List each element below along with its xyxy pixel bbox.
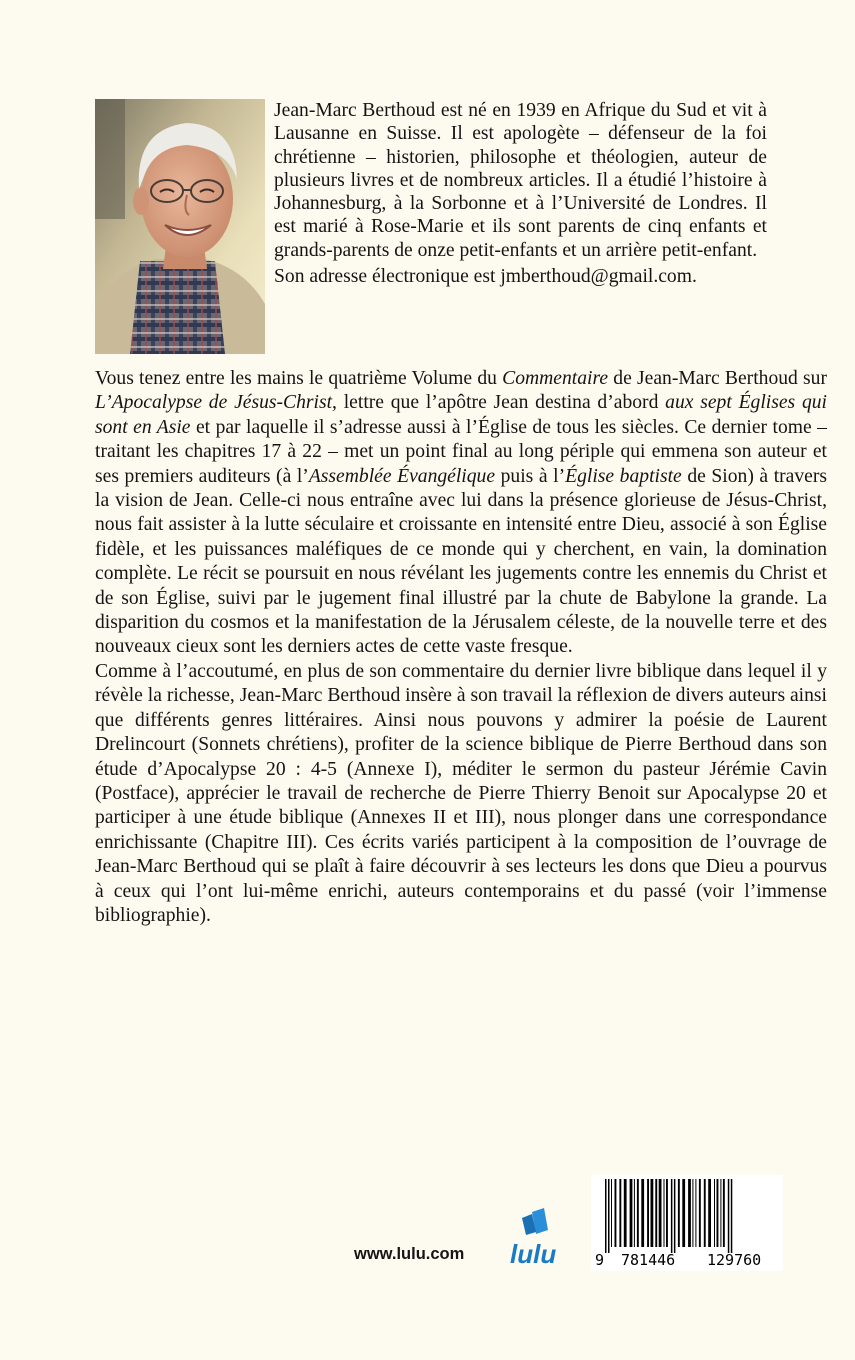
lulu-logo: [508, 1208, 570, 1268]
barcode-bar: [708, 1179, 711, 1247]
lulu-logo-mark: [508, 1208, 570, 1268]
barcode-bar: [637, 1179, 639, 1247]
barcode-bars: [591, 1175, 783, 1253]
barcode-bar: [682, 1179, 685, 1247]
barcode-bar: [717, 1179, 719, 1247]
isbn-lead-digit: 9: [595, 1251, 605, 1269]
barcode-bar: [664, 1179, 665, 1247]
summary-p1-assemblee: Assemblée Évangélique: [308, 465, 496, 487]
book-summary: [95, 367, 827, 928]
barcode-bar: [695, 1179, 696, 1247]
summary-p1-g: et par laquelle il s’adresse aussi à l’Église de tous les siècles. Ce dernier tome – traitant les chapitres 17 à 22 – met un point final au long périple qui emmena son auteur et ses premiers auditeurs (à l’: [95, 416, 827, 487]
barcode-bar: [666, 1179, 668, 1247]
summary-p1-k: de Sion) à travers la vision de Jean. Celle-ci nous entraîne avec lui dans la présence glorieuse de Jésus-Christ, nous fait assister à la lutte séculaire et croissante en intensité entre Dieu, associé à son Église fidèle, et les puissances maléfiques de ce monde qui y cherchent, en vain, la domination complète. Le récit se poursuit en nous révélant les jugements contre les ennemis du Christ et de son Église, suivi par le jugement final illustré par la chute de Babylone la grande. La disparition du cosmos et la manifestation de la Jérusalem céleste, de la nouvelle terre et des nouveaux cieux sont les derniers actes de cette vaste fresque.: [95, 465, 828, 658]
barcode-bar: [671, 1179, 673, 1253]
author-photo: [95, 99, 265, 354]
isbn-group-2: 129760: [707, 1251, 762, 1269]
lulu-logo-text: lulu: [510, 1239, 557, 1268]
summary-p1-eglise-baptiste: Église baptiste: [565, 465, 682, 487]
summary-p1-quote-eglises: aux sept Églises qui sont en Asie: [95, 392, 827, 438]
summary-paragraph-1: [95, 367, 827, 660]
author-portrait-illustration: [95, 99, 265, 354]
barcode-bar: [624, 1179, 627, 1247]
barcode-bar: [641, 1179, 644, 1247]
barcode-bar: [611, 1179, 612, 1247]
barcode-bar: [615, 1179, 617, 1247]
author-bio-text: Jean-Marc Berthoud est né en 1939 en Afrique du Sud et vit à Lausanne en Suisse. Il est apologète – défenseur de la foi chrétienne – historien, philosophe et théologien, auteur de plusieurs livres et de nombreux articles. Il a étudié l’histoire à Johannesburg, à la Sorbonne et à l’Université de Londres. Il est marié à Rose-Marie et ils sont parents de cinq enfants et grands-parents de onze petit-enfants et un arrière petit-enfant.: [274, 100, 767, 261]
barcode-bar: [630, 1179, 633, 1247]
barcode-bar: [714, 1179, 715, 1247]
barcode-bar: [704, 1179, 706, 1247]
author-email-line: Son adresse électronique est jmberthoud@gmail.com.: [274, 266, 697, 288]
summary-p1-i: puis à l’: [495, 465, 566, 487]
barcode-bar: [723, 1179, 725, 1247]
author-bio: [274, 99, 767, 288]
summary-p1-e: , lettre que l’apôtre Jean destina d’abord: [332, 392, 666, 414]
barcode-bar: [688, 1179, 691, 1247]
barcode-bar: [647, 1179, 649, 1247]
summary-paragraph-2: Comme à l’accoutumé, en plus de son commentaire du dernier livre biblique dans lequel il y révèle la richesse, Jean-Marc Berthoud insère à son travail la réflexion de divers auteurs ainsi que différents genres littéraires. Ainsi nous pouvons y admirer la poésie de Laurent Drelincourt (Sonnets chrétiens), profiter de la science biblique de Pierre Berthoud dans son étude d’Apocalypse 20 : 4-5 (Annexe I), méditer le sermon du pasteur Jérémie Cavin (Postface), apprécier le travail de recherche de Pierre Thierry Benoit sur Apocalypse 20 et participer à une étude biblique (Annexes II et III), nous plonger dans une correspondance enrichissante (Chapitre III). Ces écrits variés participent à la composition de l’ouvrage de Jean-Marc Berthoud qui se plaît à faire découvrir à ses lecteurs les dons que Dieu a pourvus à ceux qui l’ont lui-même enrichi, auteurs contemporains et du passé (voir l’immense bibliographie).: [95, 660, 827, 926]
barcode-bar: [731, 1179, 733, 1253]
barcode-bar: [651, 1179, 654, 1247]
isbn-group-1: 781446: [621, 1251, 676, 1269]
barcode-bar: [728, 1179, 730, 1253]
barcode-bar: [678, 1179, 680, 1247]
publisher-url[interactable]: www.lulu.com: [354, 1245, 465, 1263]
summary-p1-c: de Jean-Marc Berthoud sur: [608, 368, 827, 389]
barcode-bar: [608, 1179, 610, 1253]
barcode-bar: [659, 1179, 662, 1247]
barcode-bar: [619, 1179, 621, 1247]
barcode-bar: [692, 1179, 693, 1247]
isbn-digits: [591, 1251, 783, 1269]
isbn-barcode: [591, 1175, 783, 1271]
barcode-bar: [720, 1179, 721, 1247]
barcode-bar: [634, 1179, 635, 1247]
barcode-bar: [699, 1179, 701, 1247]
barcode-bar: [605, 1179, 607, 1253]
summary-p1-title-commentaire: Commentaire: [502, 368, 609, 389]
barcode-bar: [674, 1179, 676, 1253]
summary-p1-a: Vous tenez entre les mains le quatrième Volume du: [95, 368, 503, 389]
summary-p1-title-apocalypse: L’Apocalypse de Jésus-Christ: [95, 392, 333, 414]
barcode-bar: [655, 1179, 657, 1247]
